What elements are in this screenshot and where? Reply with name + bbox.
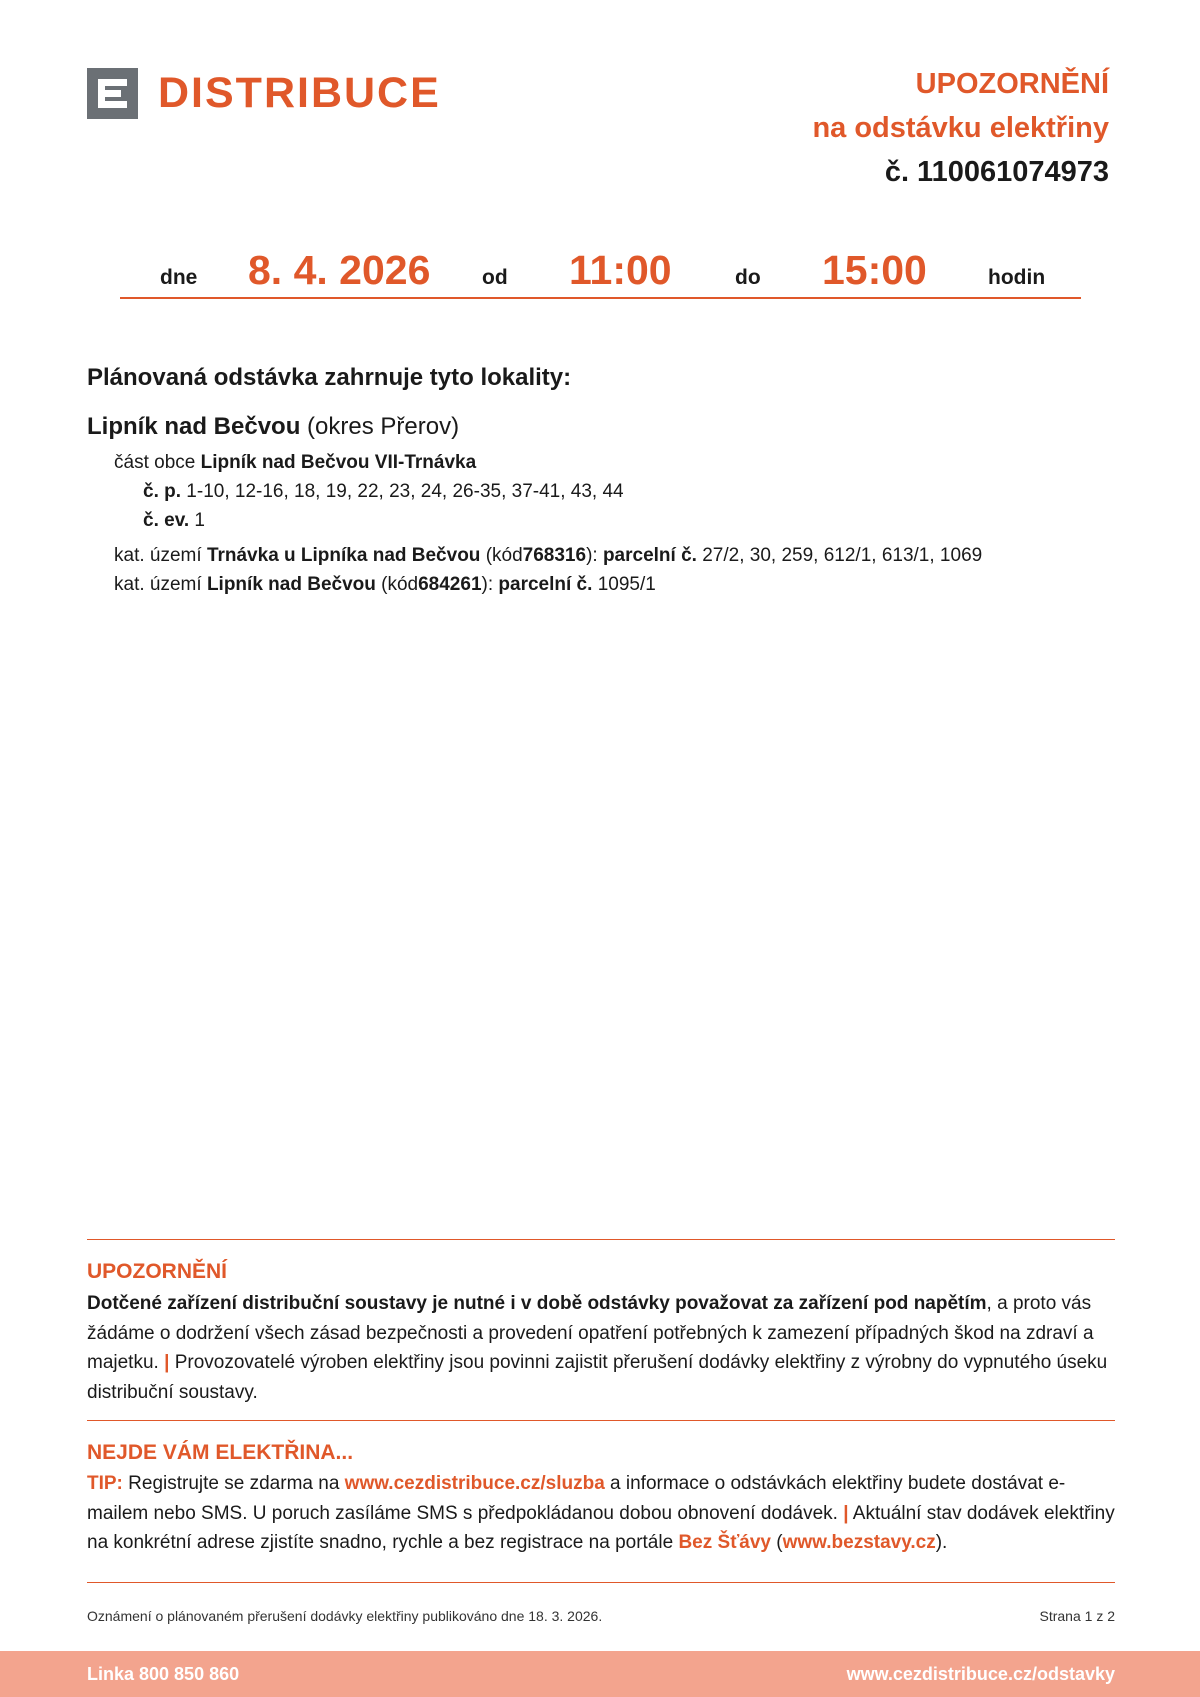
house-numbers-values: 1-10, 12-16, 18, 19, 22, 23, 24, 26-35, 37-41, 43, 44 [186,481,624,502]
cadastral-area-name: Trnávka u Lipníka nad Bečvou [206,545,481,566]
notice-number: č. 110061074973 [884,156,1109,188]
divider [87,1582,1115,1583]
label-to: do [735,266,761,289]
cez-distribuce-logo [87,68,441,119]
municipality-part-name: Lipník nad Bečvou VII-Trnávka [200,452,477,473]
notice-title: UPOZORNĚNÍ [915,68,1109,100]
town-name: Lipník nad Bečvou [87,413,301,440]
warning-text: Dotčené zařízení distribuční soustavy je nutné i v době odstávky považovat za zařízení pod napětím, a proto vás žádáme o dodržení všech zásad bezpečnosti a provedení opatření potřebných k zamezení případných škod na zdraví a majetku. | Provozovatelé výroben elektřiny jsou povinni zajistit přerušení dodávky elektřiny z výrobny do vypnutého úseku distribuční soustavy. [87,1293,1108,1403]
outage-time-from: 11:00 [569,247,672,293]
cadastral-code: 768316 [522,545,587,566]
service-link[interactable]: www.cezdistribuce.cz/sluzba [344,1473,605,1494]
warning-title: UPOZORNĚNÍ [87,1260,228,1283]
house-numbers: č. p. 1-10, 12-16, 18, 19, 22, 23, 24, 26-35, 37-41, 43, 44 [143,481,624,502]
footer-bar [0,1651,1200,1697]
registration-numbers-values: 1 [194,510,205,531]
outage-date: 8. 4. 2026 [248,247,431,293]
divider [87,1420,1115,1421]
cadastral-area-row: kat. území Lipník nad Bečvou (kód684261): parcelní č. 1095/1 [114,574,656,595]
outage-time-to: 15:00 [822,247,927,293]
municipality-part: část obce Lipník nad Bečvou VII-Trnávka [114,452,477,473]
hotline: Linka 800 850 860 [87,1664,240,1684]
cadastral-code: 684261 [418,574,482,595]
tip-text: TIP: Registrujte se zdarma na www.cezdistribuce.cz/sluzba a informace o odstávkách elektřiny budete dostávat e-mailem nebo SMS. U poruch zasíláme SMS s předpokládanou dobou obnovení dodávek. | Aktuální stav dodávek elektřiny na konkrétní adrese zjistíte snadno, rychle a bez registrace na portále Bez Šťávy (www.bezstavy.cz). [87,1473,1115,1553]
label-hours: hodin [988,266,1046,289]
cez-logo-icon [87,68,138,119]
registration-numbers: č. ev. 1 [143,510,205,531]
locations-intro: Plánovaná odstávka zahrnuje tyto lokality: [87,364,572,391]
label-day: dne [160,266,198,289]
cadastral-area-row: kat. území Trnávka u Lipníka nad Bečvou (kód768316): parcelní č. 27/2, 30, 259, 612/1, 613/1, 1069 [114,545,983,566]
publication-note: Oznámení o plánovaném přerušení dodávky elektřiny publikováno dne 18. 3. 2026. [87,1608,603,1624]
label-from: od [482,266,508,289]
tip-title: NEJDE VÁM ELEKTŘINA... [87,1441,354,1464]
portal-link[interactable]: www.bezstavy.cz [782,1532,936,1553]
district-name: (okres Přerov) [307,413,460,440]
logo-wordmark: DISTRIBUCE [158,69,441,117]
town-heading [87,413,459,441]
parcel-numbers: 1095/1 [597,574,656,595]
cadastral-area-name: Lipník nad Bečvou [206,574,376,595]
notice-subtitle: na odstávku elektřiny [812,112,1109,144]
divider [87,1239,1115,1240]
outage-schedule [120,244,1081,299]
notice-heading [812,62,1109,194]
parcel-numbers: 27/2, 30, 259, 612/1, 613/1, 1069 [702,545,983,566]
outages-website-link[interactable]: www.cezdistribuce.cz/odstavky [846,1664,1115,1684]
page-number: Strana 1 z 2 [1039,1608,1115,1624]
portal-name: Bez Šťávy [678,1532,771,1553]
